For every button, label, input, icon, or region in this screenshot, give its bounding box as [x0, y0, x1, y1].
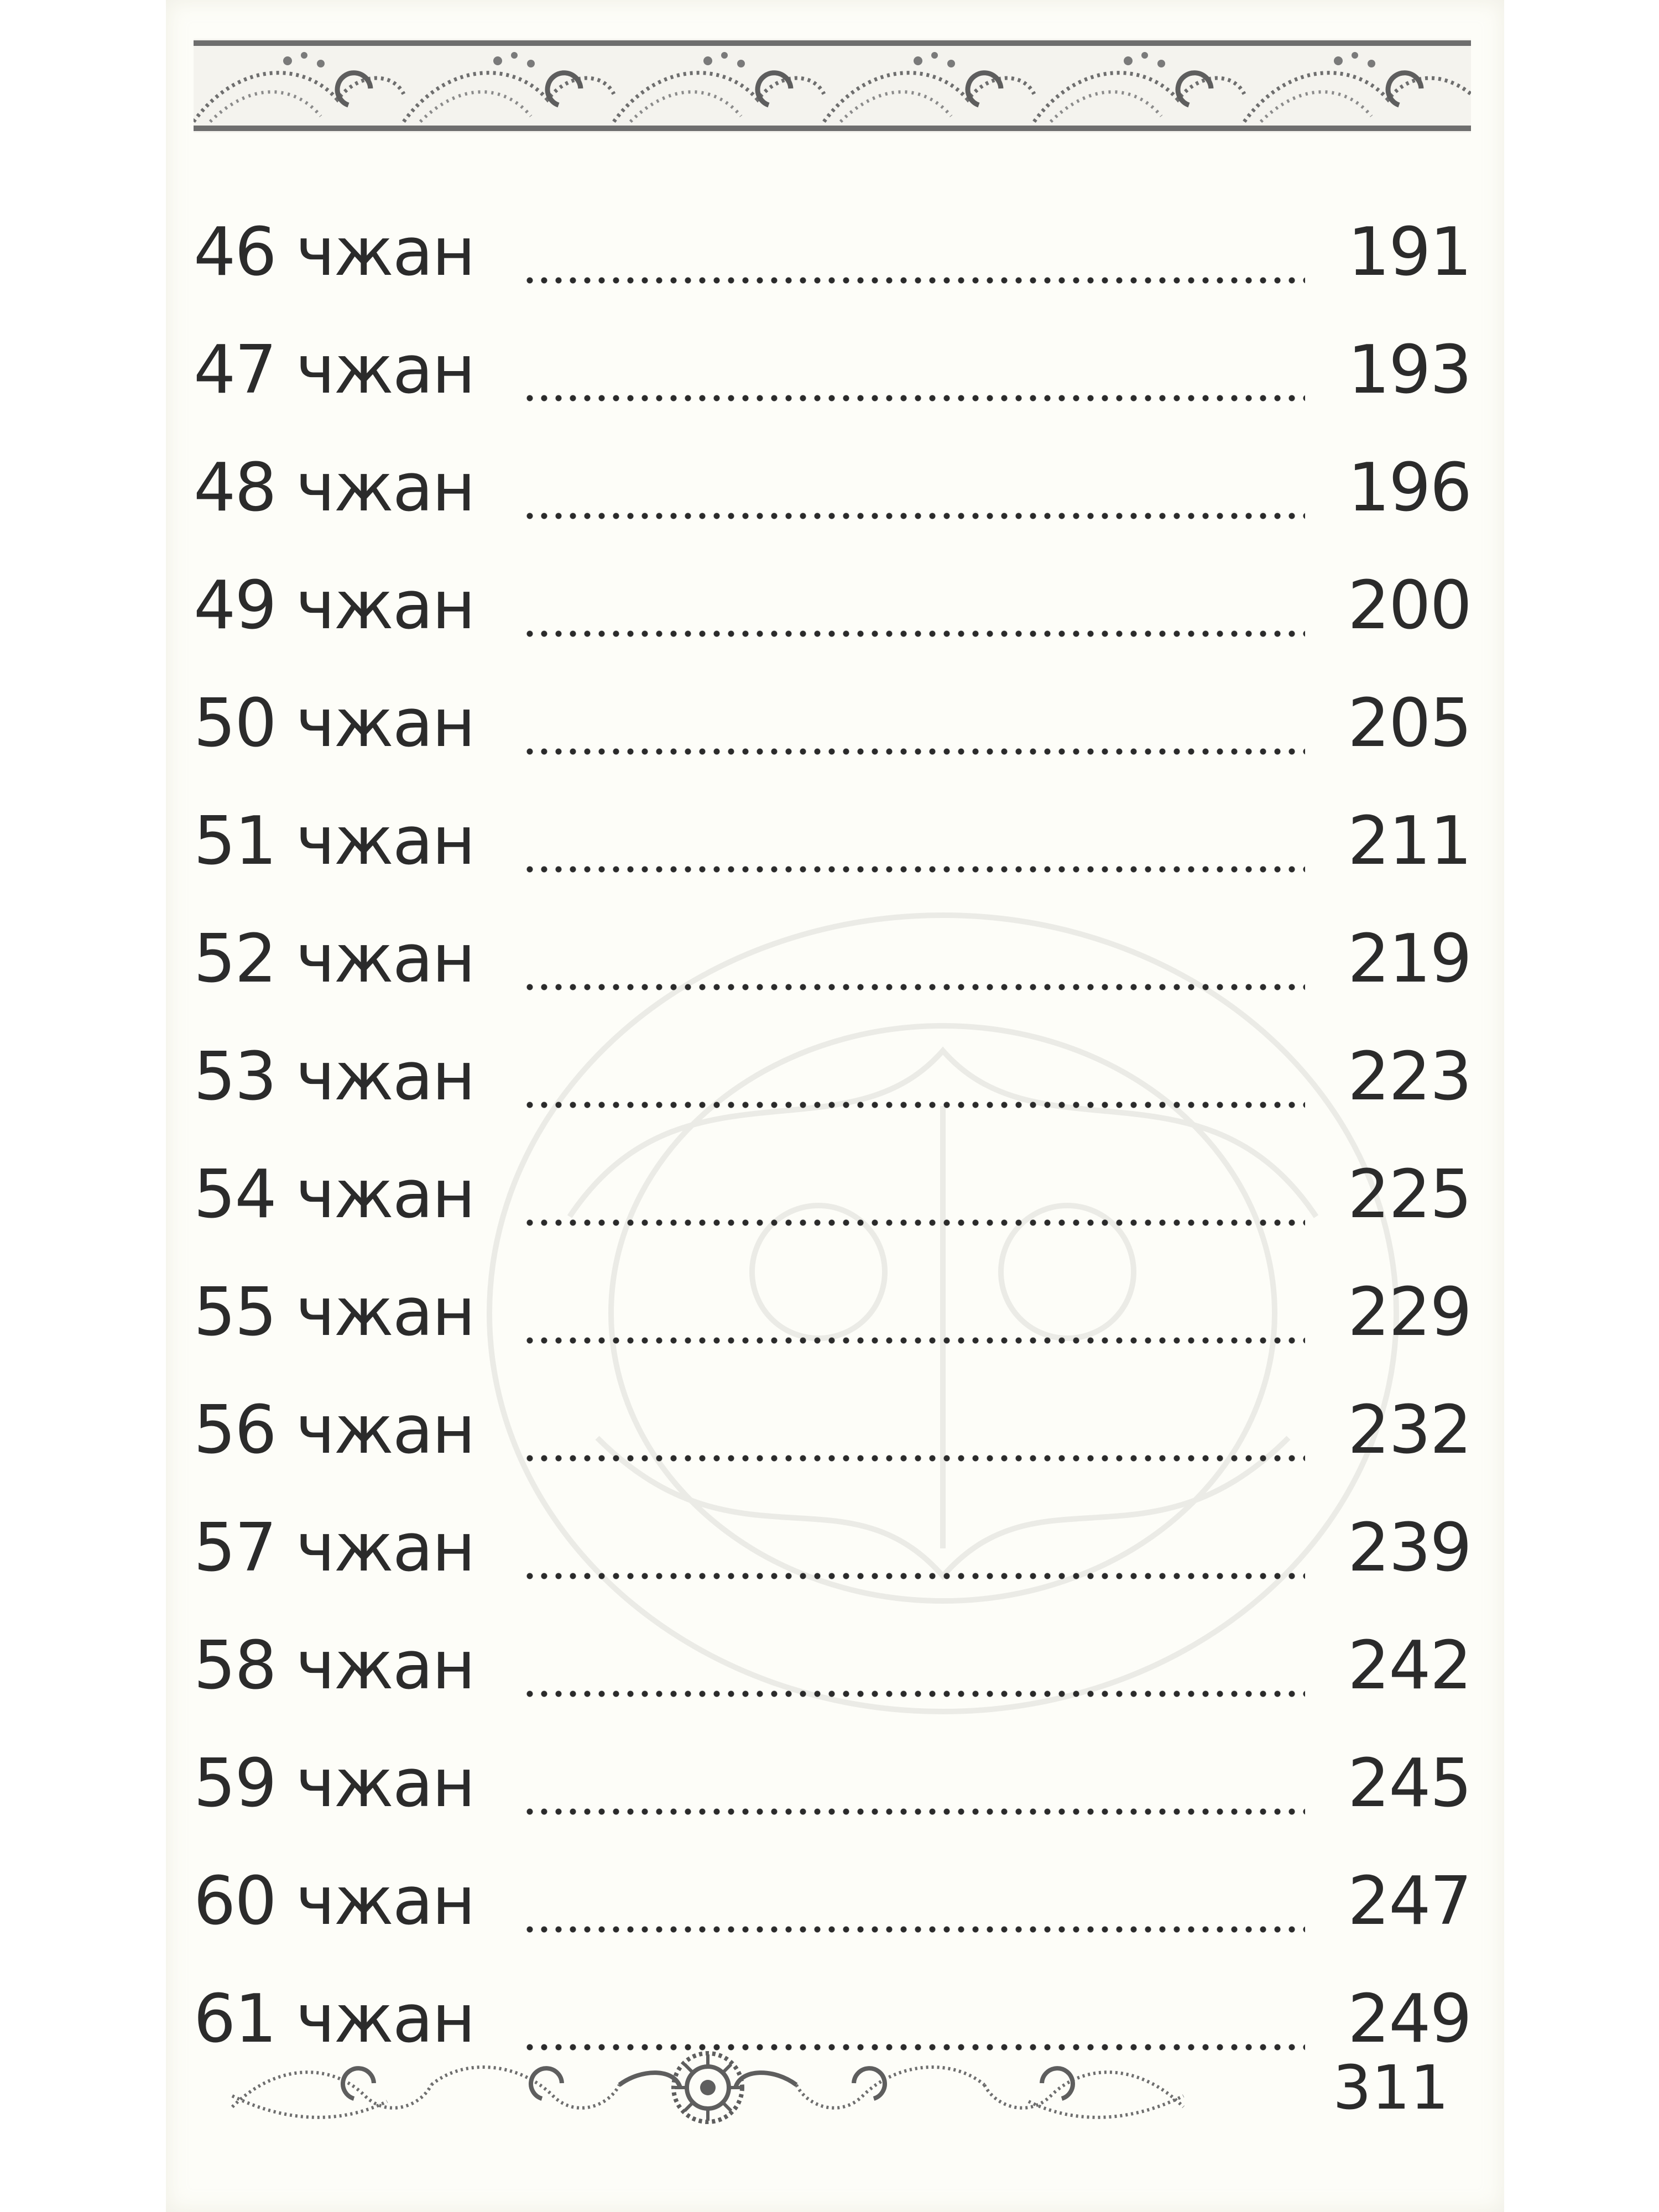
dot-leader — [523, 748, 1305, 755]
toc-chapter-label: 58 чжан — [194, 1627, 474, 1704]
toc-row — [194, 311, 1471, 429]
toc-page-number: 229 — [1347, 1274, 1471, 1351]
dot-leader — [523, 1690, 1305, 1698]
toc-chapter-label: 49 чжан — [194, 567, 474, 644]
toc-chapter-label: 50 чжан — [194, 685, 474, 762]
toc-row — [194, 900, 1471, 1018]
toc-page-number: 200 — [1347, 567, 1471, 644]
dot-leader — [523, 1454, 1305, 1462]
toc-chapter-label: 61 чжан — [194, 1981, 474, 2058]
toc-page-number: 245 — [1347, 1745, 1471, 1822]
toc-row — [194, 1843, 1471, 1960]
toc-page-number: 193 — [1347, 332, 1471, 409]
dot-leader — [523, 983, 1305, 991]
toc-chapter-label: 47 чжан — [194, 332, 474, 409]
book-page — [166, 0, 1504, 2212]
toc-page-number: 223 — [1347, 1039, 1471, 1115]
dot-leader — [523, 512, 1305, 520]
dot-leader — [523, 630, 1305, 638]
dot-leader — [523, 1101, 1305, 1109]
toc-row — [194, 1018, 1471, 1136]
toc-page-number: 196 — [1347, 450, 1471, 526]
toc-page-number: 242 — [1347, 1627, 1471, 1704]
table-of-contents — [194, 194, 1471, 2078]
toc-row — [194, 429, 1471, 547]
toc-row — [194, 1489, 1471, 1607]
toc-row — [194, 782, 1471, 900]
toc-page-number: 239 — [1347, 1510, 1471, 1587]
toc-row — [194, 547, 1471, 665]
toc-page-number: 205 — [1347, 685, 1471, 762]
page-number: 311 — [1333, 2052, 1449, 2123]
toc-chapter-label: 60 чжан — [194, 1863, 474, 1940]
toc-chapter-label: 52 чжан — [194, 921, 474, 998]
toc-chapter-label: 54 чжан — [194, 1156, 474, 1233]
dot-leader — [523, 1808, 1305, 1815]
toc-page-number: 219 — [1347, 921, 1471, 998]
dot-leader — [523, 1926, 1305, 1933]
toc-chapter-label: 55 чжан — [194, 1274, 474, 1351]
dot-leader — [523, 1337, 1305, 1344]
dot-leader — [523, 394, 1305, 402]
toc-row — [194, 1725, 1471, 1843]
toc-row — [194, 1136, 1471, 1254]
toc-page-number: 247 — [1347, 1863, 1471, 1940]
toc-row — [194, 665, 1471, 782]
toc-chapter-label: 56 чжан — [194, 1392, 474, 1469]
toc-row — [194, 1607, 1471, 1725]
toc-page-number: 225 — [1347, 1156, 1471, 1233]
toc-chapter-label: 51 чжан — [194, 803, 474, 880]
toc-chapter-label: 53 чжан — [194, 1039, 474, 1115]
toc-chapter-label: 59 чжан — [194, 1745, 474, 1822]
toc-page-number: 211 — [1347, 803, 1471, 880]
dot-leader — [523, 1572, 1305, 1580]
toc-chapter-label: 57 чжан — [194, 1510, 474, 1587]
dot-leader — [523, 276, 1305, 284]
dot-leader — [523, 865, 1305, 873]
toc-chapter-label: 46 чжан — [194, 214, 474, 291]
toc-page-number: 249 — [1347, 1981, 1471, 2058]
toc-chapter-label: 48 чжан — [194, 450, 474, 526]
toc-row — [194, 1254, 1471, 1371]
toc-row — [194, 1371, 1471, 1489]
flower-ornament — [674, 2053, 742, 2122]
dot-leader — [523, 1219, 1305, 1227]
toc-page-number: 232 — [1347, 1392, 1471, 1469]
toc-page-number: 191 — [1347, 214, 1471, 291]
bottom-scroll-border-ornament — [221, 2046, 1194, 2129]
toc-row — [194, 194, 1471, 311]
top-wave-border-ornament — [194, 39, 1471, 133]
